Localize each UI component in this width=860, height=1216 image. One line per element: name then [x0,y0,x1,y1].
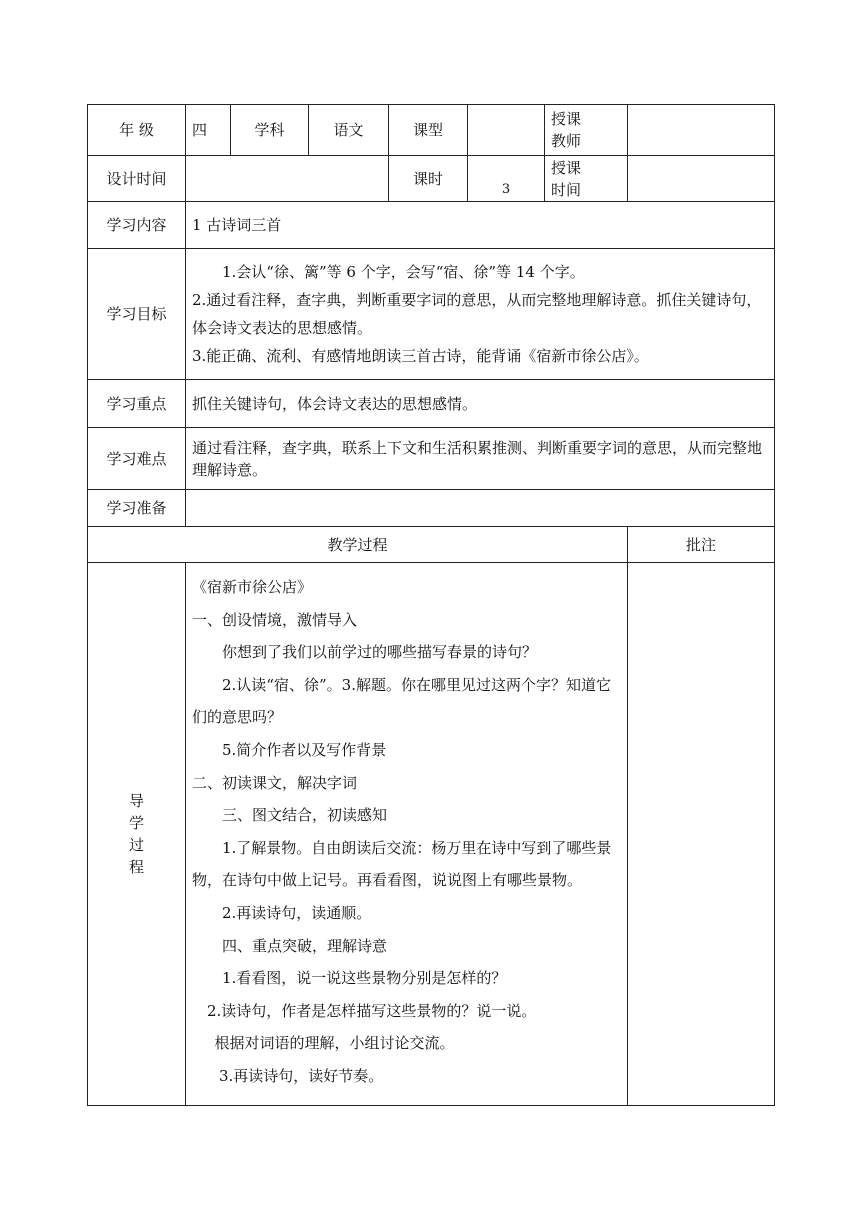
guide-label-char-1: 导 [128,792,144,810]
grade-label: 年 级 [88,105,186,156]
guide-label-char-3: 过 [128,836,144,854]
guide-label [88,563,186,1106]
grade-value: 四 [186,105,231,156]
design-time-value [186,156,389,202]
difficulties-value: 通过看注释，查字典，联系上下文和生活积累推测、判断重要字词的意思，从而完整地理解诗意。 [186,428,775,490]
content-label: 学习内容 [88,202,186,249]
class-time-value [628,156,775,202]
guide-line-2: 一、创设情境，激情导入 [192,610,358,629]
class-time-label [545,156,628,202]
guide-line-1: 《宿新市徐公店》 [192,578,313,596]
guide-line-12: 2.读诗句，作者是怎样描写这些景物的？说一说。 [207,1001,537,1020]
design-time-label: 设计时间 [88,156,186,202]
goals-label: 学习目标 [88,249,186,380]
key-points-value: 抓住关键诗句，体会诗文表达的思想感情。 [186,380,775,428]
guide-line-9: 2.再读诗句，读通顺。 [222,903,372,922]
guide-line-14: 3.再读诗句，读好节奏。 [219,1066,384,1085]
difficulties-row [88,428,775,490]
preparation-label: 学习准备 [88,490,186,527]
goal-item-3: 3.能正确、流利、有感情地朗读三首古诗，能背诵《宿新市徐公店》。 [192,347,649,365]
guide-line-13: 根据对词语的理解，小组讨论交流。 [214,1034,455,1053]
subject-label: 学科 [231,105,309,156]
teacher-value [628,105,775,156]
period-label: 课时 [389,156,468,202]
course-type-value [468,105,545,156]
class-time-label-line2: 时间 [551,180,582,199]
guide-line-7: 三、图文结合，初读感知 [222,806,388,825]
subject-value: 语文 [309,105,389,156]
class-time-label-line1: 授课 [551,158,582,177]
preparation-value [186,490,775,527]
guide-content [186,563,628,1106]
notes-header: 批注 [628,527,775,563]
lesson-plan-table [87,104,775,1106]
teacher-label-line1: 授课 [551,110,582,128]
difficulties-label: 学习难点 [88,428,186,490]
guide-line-3: 你想到了我们以前学过的哪些描写春景的诗句？ [222,643,538,662]
period-value: 3 [468,156,545,202]
process-header-row [88,527,775,563]
guide-row [88,563,775,1106]
preparation-row [88,490,775,527]
content-value: 1 古诗词三首 [186,202,775,249]
header-row-2 [88,156,775,202]
goals-row [88,249,775,380]
goal-item-1: 1.会认“徐、篱”等 6 个字，会写“宿、徐”等 14 个字。 [222,263,585,281]
course-type-label: 课型 [389,105,468,156]
key-points-label: 学习重点 [88,380,186,428]
guide-line-4: 2.认读“宿、徐”。3.解题。你在哪里见过这两个字？知道它们的意思吗？ [192,675,611,727]
guide-line-6: 二、初读课文，解决字词 [192,773,358,792]
key-points-row [88,380,775,428]
teacher-label-line2: 教师 [551,132,582,150]
guide-line-11: 1.看看图，说一说这些景物分别是怎样的？ [222,969,507,988]
teaching-process-header: 教学过程 [88,527,628,563]
guide-line-10: 四、重点突破，理解诗意 [222,936,388,955]
guide-label-char-4: 程 [128,858,144,876]
guide-line-8: 1.了解景物。自由朗读后交流：杨万里在诗中写到了哪些景物，在诗句中做上记号。再看看图，说说图上有哪些景物。 [192,838,612,890]
guide-line-5: 5.简介作者以及写作背景 [222,740,387,759]
teacher-label [545,105,628,156]
header-row-1 [88,105,775,156]
guide-label-char-2: 学 [128,814,144,832]
goal-item-2: 2.通过看注释，查字典，判断重要字词的意思，从而完整地理解诗意。抓住关键诗句，体会诗文表达的思想感情。 [192,291,762,337]
goals-value [186,249,775,380]
guide-notes [628,563,775,1106]
content-row [88,202,775,249]
